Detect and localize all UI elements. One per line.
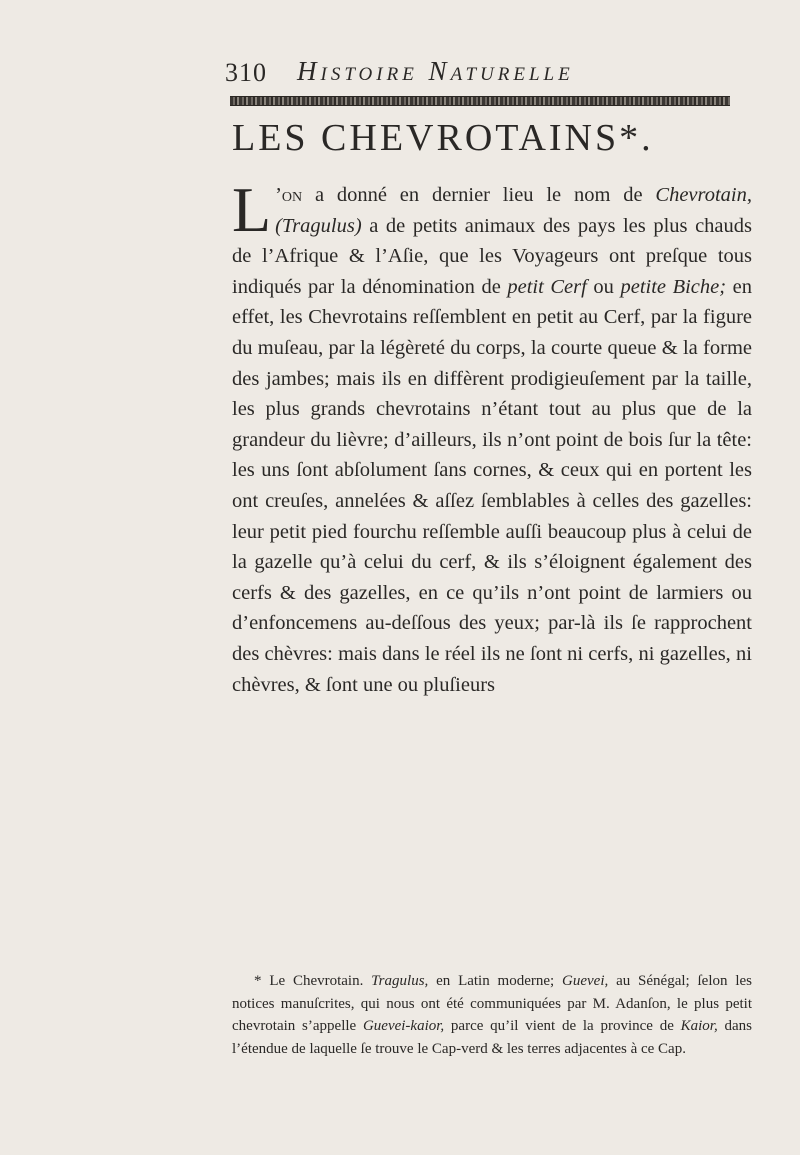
ornamental-rule	[230, 96, 730, 106]
footnote-run: en Latin moderne;	[428, 973, 563, 989]
footnote-italic: Guevei-kaior,	[362, 1018, 445, 1034]
text-run: en effet, les Chevrotains reſſemblent en petit au Cerf, par la figure du muſeau, par la légèreté du corps, la courte queue & la forme des jambes; mais ils en diffèrent prodigieuſement par la taille, les plus grands chevrotains n’étant tout au plus que de la grandeur du lièvre; d’ailleurs, ils n’ont point de bois ſur la tête: les uns ſont abſolument ſans cornes, & ceux qui en portent les ont creuſes, annelées & aſſez ſemblables à celles des gazelles: leur petit pied fourchu reſſemble auſſi beaucoup plus à celui de la gazelle qu’à celui du cerf, & ils s’éloignent également des cerfs & des gazelles, en ce qu’ils n’ont point de larmiers ou d’enfoncemens au-deſſous des yeux; par-là ils ſe rapprochent des chèvres: mais dans le réel ils ne ſont ni cerfs, ni gazelles, ni chèvres, & ſont une ou pluſieurs	[232, 275, 752, 696]
footnote-run: parce qu’il vient de la province de	[444, 1018, 681, 1034]
page-header	[225, 56, 785, 92]
footnote-italic: Guevei,	[562, 973, 609, 989]
footnote-italic: Kaior,	[680, 1018, 718, 1034]
footnote	[232, 970, 752, 1060]
text-run: a de petits animaux des pays les plus chauds de l’Afrique & l’Aſie, que les Voyageurs ont preſque tous indiqués par la dénomination de	[232, 214, 752, 298]
page-number: 310	[225, 58, 267, 87]
text-run: ou	[586, 275, 621, 298]
text-run: a donné en dernier lieu le nom de	[302, 184, 656, 206]
footnote-run: dans l’étendue de laquelle ſe trouve le Cap-verd & les terres adjacentes à ce Cap.	[232, 1018, 752, 1057]
running-title: Histoire Naturelle	[297, 56, 574, 86]
footnote-run: au Sénégal; ſelon les notices manuſcrites, qui nous ont été communiquées par M. Adanſon, le plus petit chevrotain s’appelle	[232, 973, 752, 1034]
italic-run: Chevrotain, (Tragulus)	[275, 184, 752, 237]
body-paragraph	[232, 174, 752, 700]
drop-cap: L	[232, 174, 272, 245]
footnote-run: * Le Chevrotain.	[254, 973, 372, 989]
opening-word: ’on	[275, 184, 303, 206]
footnote-italic: Tragulus,	[371, 973, 429, 989]
italic-run: petite Biche;	[620, 275, 727, 298]
chapter-title: LES CHEVROTAINS*.	[232, 117, 654, 159]
italic-run: petit Cerf	[507, 275, 587, 298]
